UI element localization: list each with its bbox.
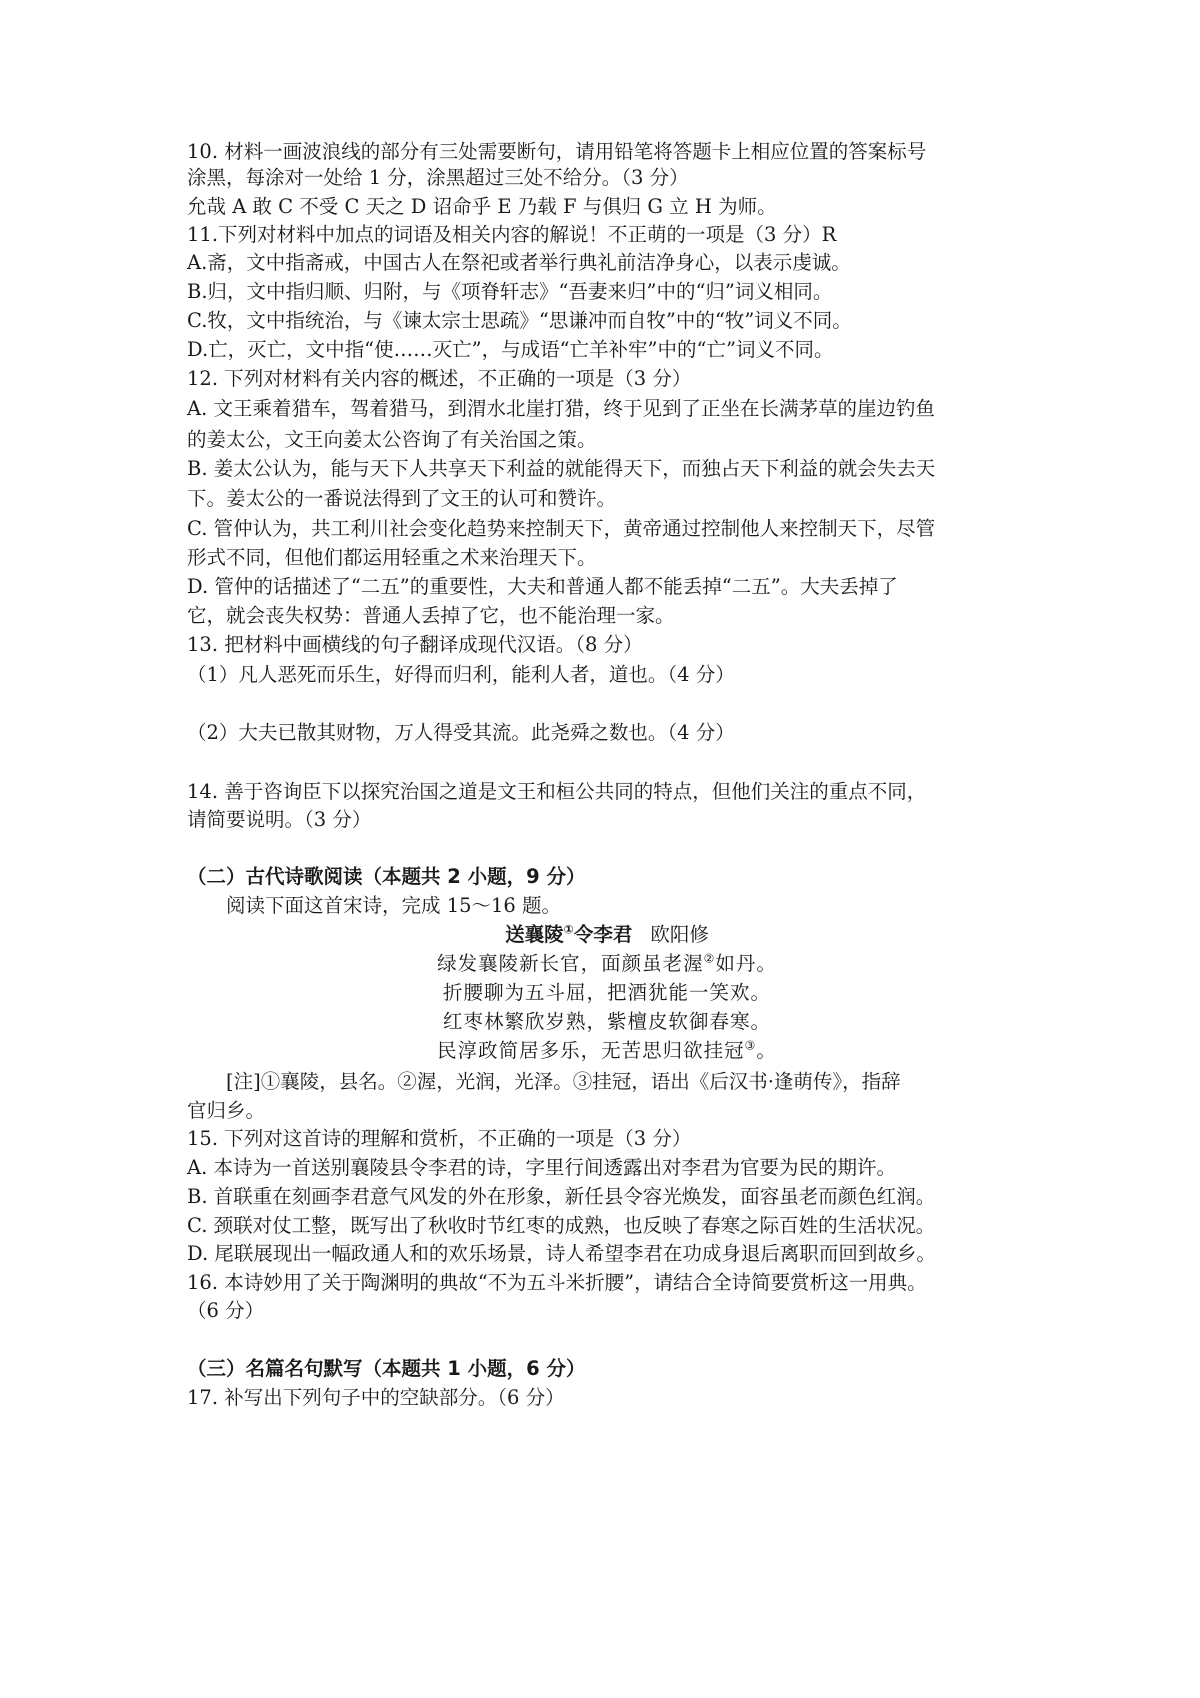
poem-line-3: 红枣林繁欣岁熟，紫檀皮软御春寒。 [442,1010,771,1033]
poem-line-1-footnote-mark: ② [703,951,716,966]
q10-line-2: 涂黑，每涂对一处给 1 分，涂黑超过三处不给分。（3 分） [187,166,689,189]
q10-line-1: 10. 材料一画波浪线的部分有三处需要断句，请用铅笔将答题卡上相应位置的答案标号 [187,140,927,163]
q11-option-b: B.归，文中指归顺、归附，与《项脊轩志》“吾妻来归”中的“归”词义相同。 [187,280,833,303]
poem-notes-line-2: 官归乡。 [187,1099,266,1122]
q10-options: 允哉 A 敢 C 不受 C 天之 D 诏命乎 E 乃载 F 与俱归 G 立 H 为师。 [187,195,777,218]
poem-title-text: 送襄陵 [505,923,564,946]
poem-title-footnote-mark: ① [563,922,574,937]
q12-option-d-line-2: 它，就会丧失权势：普通人丢掉了它，也不能治理一家。 [187,604,675,627]
section-2-intro: 阅读下面这首宋诗，完成 15～16 题。 [226,894,562,917]
q12-option-b-line-2: 下。姜太公的一番说法得到了文王的认可和赞许。 [187,487,617,510]
poem-line-1-end: 如丹。 [715,952,777,975]
q12-option-a-line-1: A. 文王乘着猎车，驾着猎马，到渭水北崖打猎，终于见到了正坐在长满茅草的崖边钓鱼 [187,397,935,420]
poem-notes-line-1: [注]①襄陵，县名。②渥，光润，光泽。③挂冠，语出《后汉书·逢萌传》，指辞 [226,1070,901,1093]
q14-line-2: 请简要说明。（3 分） [187,808,372,831]
q12-option-a-line-2: 的姜太公，文王向姜太公咨询了有关治国之策。 [187,428,597,451]
q15-option-a: A. 本诗为一首送别襄陵县令李君的诗，字里行间透露出对李君为官要为民的期许。 [187,1156,896,1179]
q11-option-d: D.亡，灭亡，文中指“使……灭亡”，与成语“亡羊补牢”中的“亡”词义不同。 [187,338,834,361]
q12-option-b-line-1: B. 姜太公认为，能与天下人共享天下利益的就能得天下，而独占天下利益的就会失去天 [187,457,936,480]
q11-stem: 11.下列对材料中加点的词语及相关内容的解说！不正萌的一项是（3 分）R [187,223,837,246]
q12-option-c-line-1: C. 管仲认为，共工利川社会变化趋势来控制天下，黄帝通过控制他人来控制天下，尽管 [187,517,936,540]
q15-option-c: C. 颈联对仗工整，既写出了秋收时节红枣的成熟，也反映了春寒之际百姓的生活状况。 [187,1214,936,1237]
poem-title-rest: 令李君 [573,923,633,946]
q13-sentence-1: （1）凡人恶死而乐生，好得而归利，能利人者，道也。（4 分） [187,663,735,686]
q17-stem: 17. 补写出下列句子中的空缺部分。（6 分） [187,1386,565,1409]
q12-option-d-line-1: D. 管仲的话描述了“二五”的重要性，大夫和普通人都不能丢掉“二五”。大夫丢掉了 [187,575,898,598]
section-3-heading: （三）名篇名句默写（本题共 1 小题，6 分） [187,1357,586,1380]
q16-line-1: 16. 本诗妙用了关于陶渊明的典故“不为五斗米折腰”，请结合全诗简要赏析这一用典。 [187,1271,927,1294]
poem-line-4 [187,1035,1027,1067]
q13-sentence-2: （2）大夫已散其财物，万人得受其流。此尧舜之数也。（4 分） [187,721,735,744]
poem-line-2: 折腰聊为五斗屈，把酒犹能一笑欢。 [442,981,771,1004]
q12-stem: 12. 下列对材料有关内容的概述，不正确的一项是（3 分） [187,367,692,390]
poem-line-1-text: 绿发襄陵新长官，面颜虽老渥 [437,952,704,975]
poem-title [187,919,1027,951]
q11-option-a: A.斋，文中指斋戒，中国古人在祭祀或者举行典礼前洁净身心，以表示虔诚。 [187,251,851,274]
q11-option-c: C.牧，文中指统治，与《谏太宗士思疏》“思谦冲而自牧”中的“牧”词义不同。 [187,309,852,332]
poem-line-4-text: 民淳政简居多乐，无苦思归欲挂冠 [437,1039,745,1062]
section-2-heading: （二）古代诗歌阅读（本题共 2 小题，9 分） [187,865,586,888]
poem-author: 欧阳修 [650,923,709,946]
q15-option-b: B. 首联重在刻画李君意气风发的外在形象，新任县令容光焕发，面容虽老而颜色红润。 [187,1185,936,1208]
q14-line-1: 14. 善于咨询臣下以探究治国之道是文王和桓公共同的特点，但他们关注的重点不同， [187,780,927,803]
q15-option-d: D. 尾联展现出一幅政通人和的欢乐场景，诗人希望李君在功成身退后离职而回到故乡。 [187,1242,936,1265]
poem-line-1 [187,948,1027,980]
poem-line-4-footnote-mark: ③ [744,1038,757,1053]
poem-line-4-end: 。 [756,1039,777,1062]
q13-stem: 13. 把材料中画横线的句子翻译成现代汉语。（8 分） [187,633,643,656]
q12-option-c-line-2: 形式不同，但他们都运用轻重之术来治理天下。 [187,546,597,569]
q16-line-2: （6 分） [187,1299,265,1322]
q15-stem: 15. 下列对这首诗的理解和赏析，不正确的一项是（3 分） [187,1127,692,1150]
